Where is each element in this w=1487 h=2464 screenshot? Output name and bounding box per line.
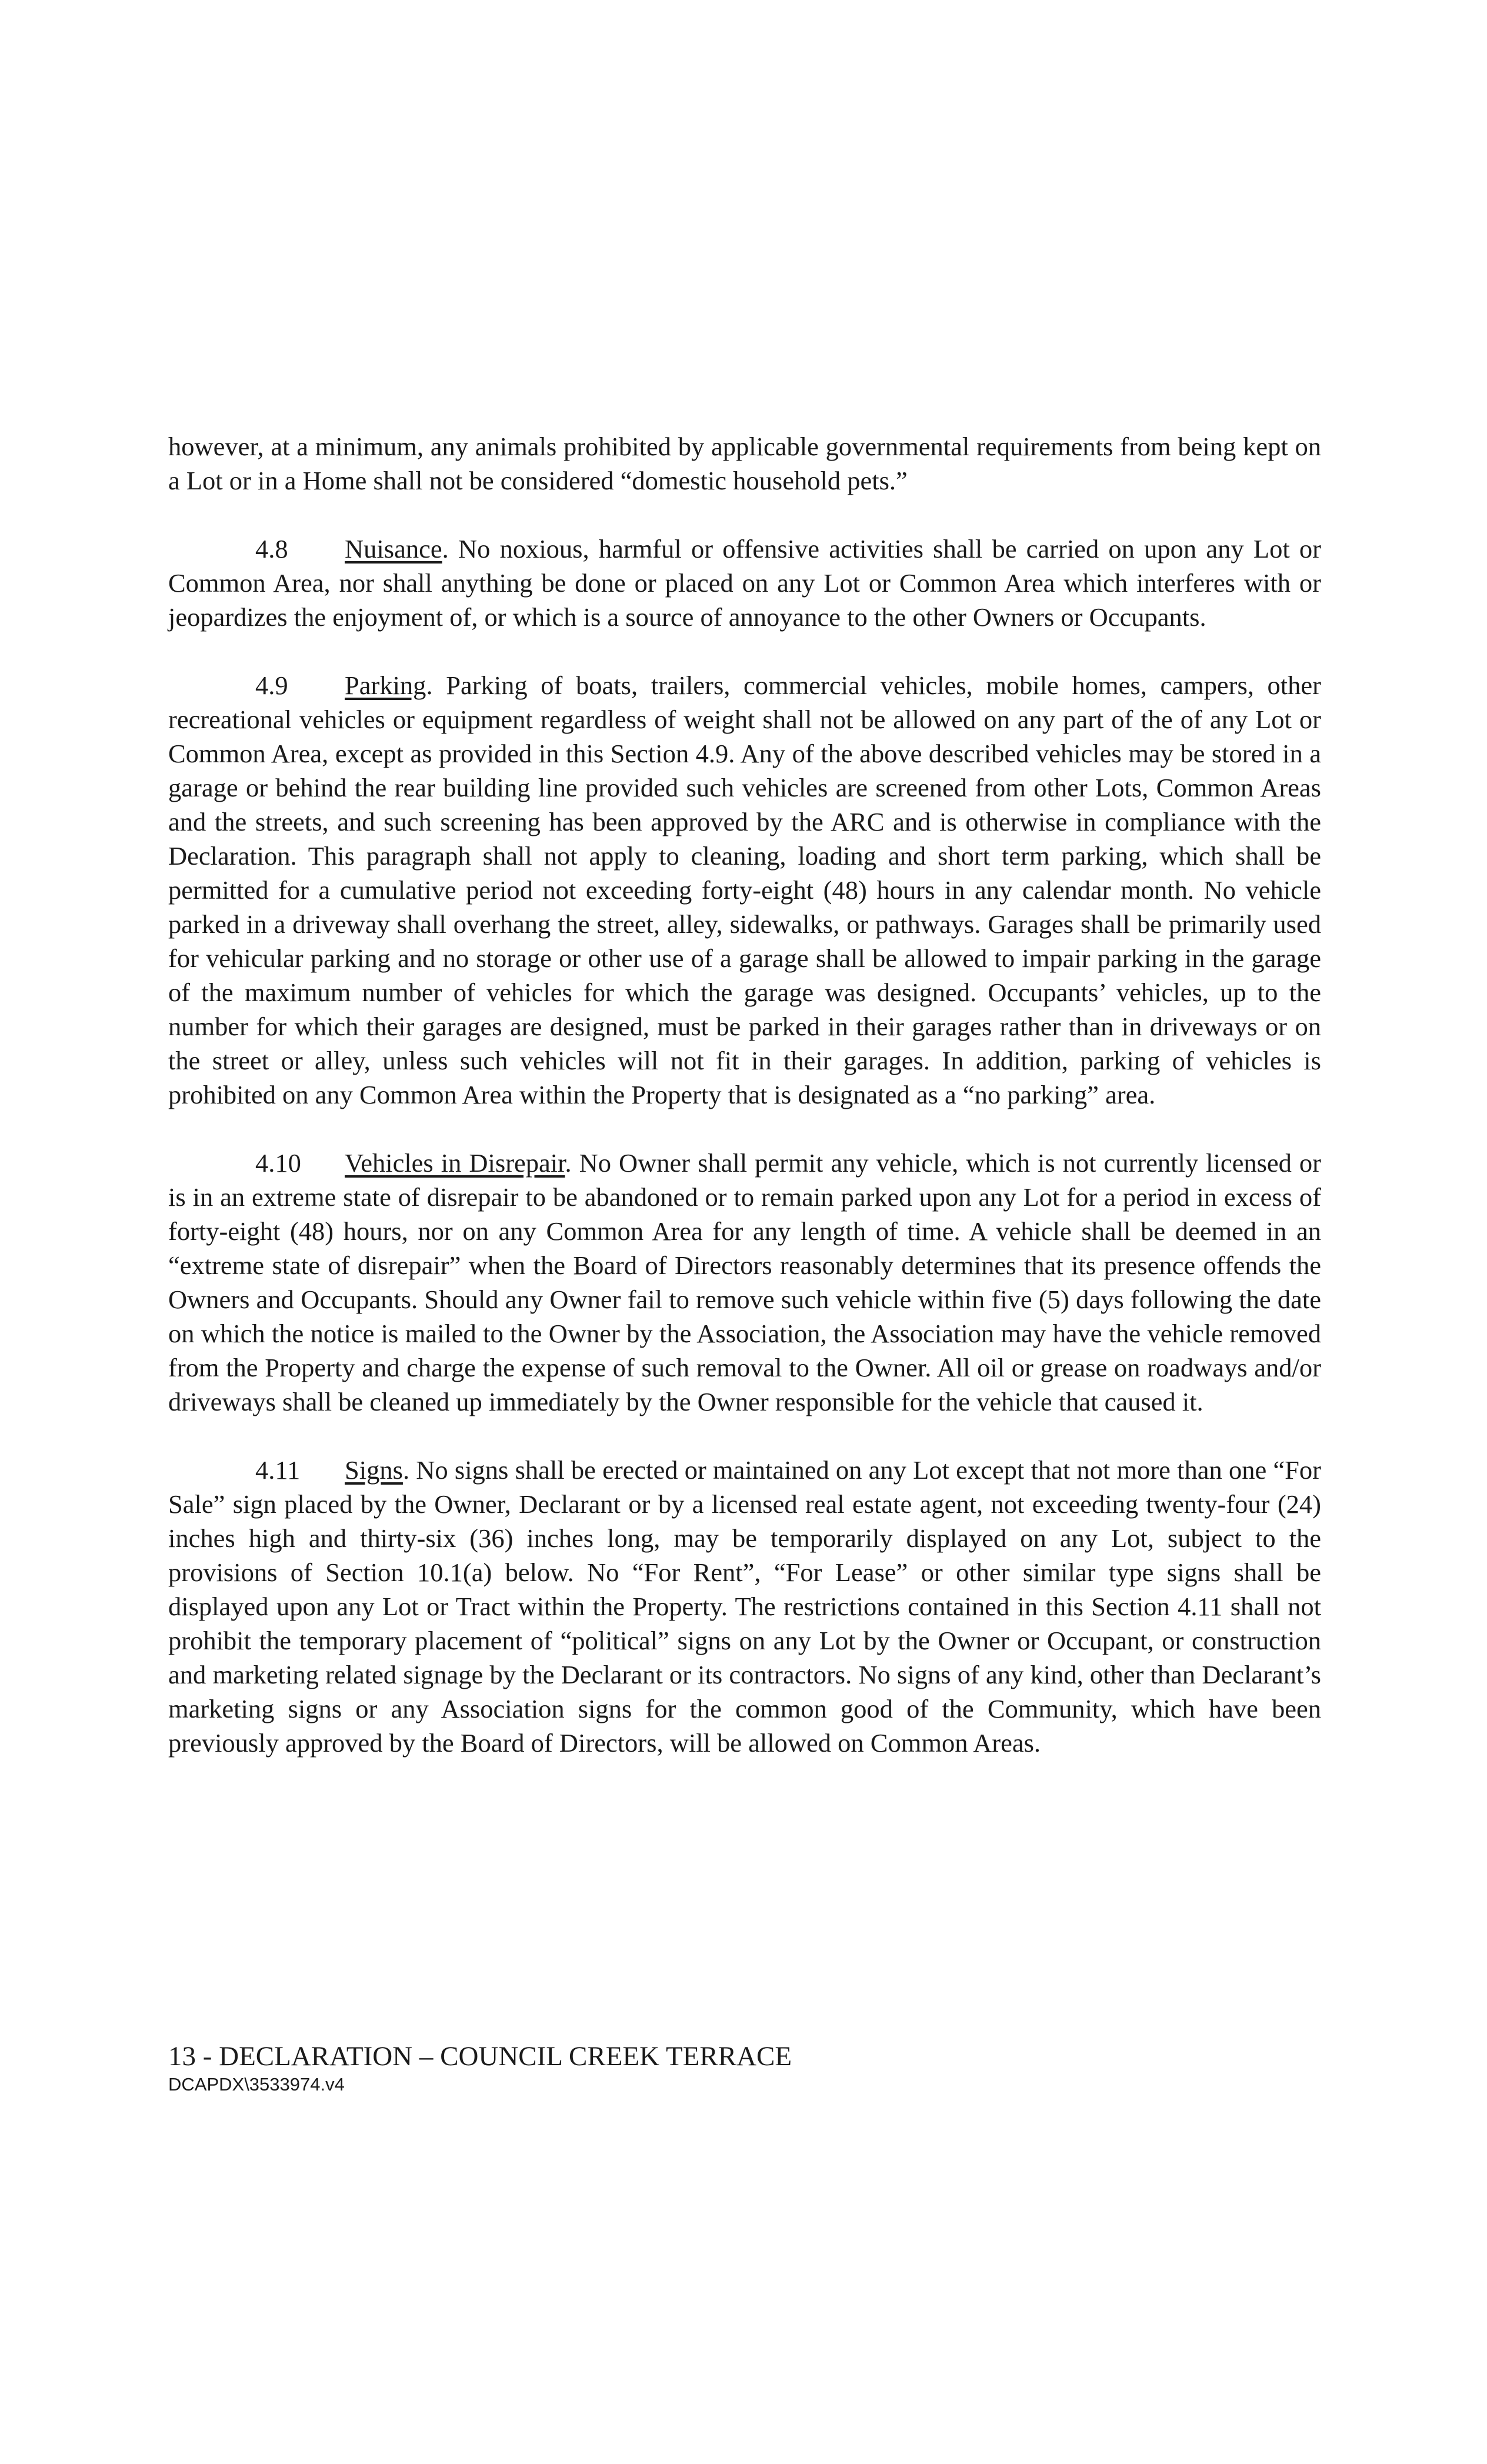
section-text: . No noxious, harmful or offensive activities shall be carried on upon any Lot or Common Area, nor shall anything be done or placed on any Lot or Common Area which interferes with or jeopardizes the enjoyment of, or which is a source of annoyance to the other Owners or Occupants.: [168, 534, 1321, 632]
section-text: . No signs shall be erected or maintained on any Lot except that not more than one “For Sale” sign placed by the Owner, Declarant or by a licensed real estate agent, not exceeding twenty-four (24) inches high and thirty-six (36) inches long, may be temporarily displayed on any Lot, subject to the provisions of Section 10.1(a) below. No “For Rent”, “For Lease” or other similar type signs shall be displayed upon any Lot or Tract within the Property. The restrictions contained in this Section 4.11 shall not prohibit the temporary placement of “political” signs on any Lot by the Owner or Occupant, or construction and marketing related signage by the Declarant or its contractors. No signs of any kind, other than Declarant’s marketing signs or any Association signs for the common good of the Community, which have been previously approved by the Board of Directors, will be allowed on Common Areas.: [168, 1455, 1321, 1758]
section-title: Vehicles in Disrepair: [345, 1148, 565, 1178]
section-4-8-paragraph: [168, 532, 1321, 634]
section-text: . No Owner shall permit any vehicle, which is not currently licensed or is in an extreme state of disrepair to be abandoned or to remain parked upon any Lot for a period in excess of forty-eight (48) hours, nor on any Common Area for any length of time. A vehicle shall be deemed in an “extreme state of disrepair” when the Board of Directors reasonably determines that its presence offends the Owners and Occupants. Should any Owner fail to remove such vehicle within five (5) days following the date on which the notice is mailed to the Owner by the Association, the Association may have the vehicle removed from the Property and charge the expense of such removal to the Owner. All oil or grease on roadways and/or driveways shall be cleaned up immediately by the Owner responsible for the vehicle that caused it.: [168, 1148, 1322, 1416]
section-title: Parking: [345, 671, 426, 700]
section-number: 4.10: [255, 1148, 301, 1178]
footer-page-title: 13 - DECLARATION – COUNCIL CREEK TERRACE: [168, 2041, 792, 2072]
footer-document-id: DCAPDX\3533974.v4: [168, 2074, 345, 2095]
section-number: 4.8: [255, 534, 288, 564]
section-4-11-paragraph: [168, 1453, 1321, 1760]
section-title: Nuisance: [345, 534, 442, 564]
section-number: 4.9: [255, 671, 288, 700]
page-footer: [168, 2040, 792, 2096]
continuation-paragraph: however, at a minimum, any animals prohibited by applicable governmental requirements from being kept on a Lot or in a Home shall not be considered “domestic household pets.”: [168, 432, 1321, 495]
section-title: Signs: [345, 1455, 403, 1485]
section-text: . Parking of boats, trailers, commercial vehicles, mobile homes, campers, other recreational vehicles or equipment regardless of weight shall not be allowed on any part of the of any Lot or Common Area, except as provided in this Section 4.9. Any of the above described vehicles may be stored in a garage or behind the rear building line provided such vehicles are screened from other Lots, Common Areas and the streets, and such screening has been approved by the ARC and is otherwise in compliance with the Declaration. This paragraph shall not apply to cleaning, loading and short term parking, which shall be permitted for a cumulative period not exceeding forty-eight (48) hours in any calendar month. No vehicle parked in a driveway shall overhang the street, alley, sidewalks, or pathways. Garages shall be primarily used for vehicular parking and no storage or other use of a garage shall be allowed to impair parking in the garage of the maximum number of vehicles for which the garage was designed. Occupants’ vehicles, up to the number for which their garages are designed, must be parked in their garages rather than in driveways or on the street or alley, unless such vehicles will not fit in their garages. In addition, parking of vehicles is prohibited on any Common Area within the Property that is designated as a “no parking” area.: [168, 671, 1321, 1109]
section-number: 4.11: [255, 1455, 301, 1485]
section-4-9-paragraph: [168, 668, 1321, 1112]
document-body: [168, 429, 1321, 1794]
section-4-10-paragraph: [168, 1146, 1321, 1419]
